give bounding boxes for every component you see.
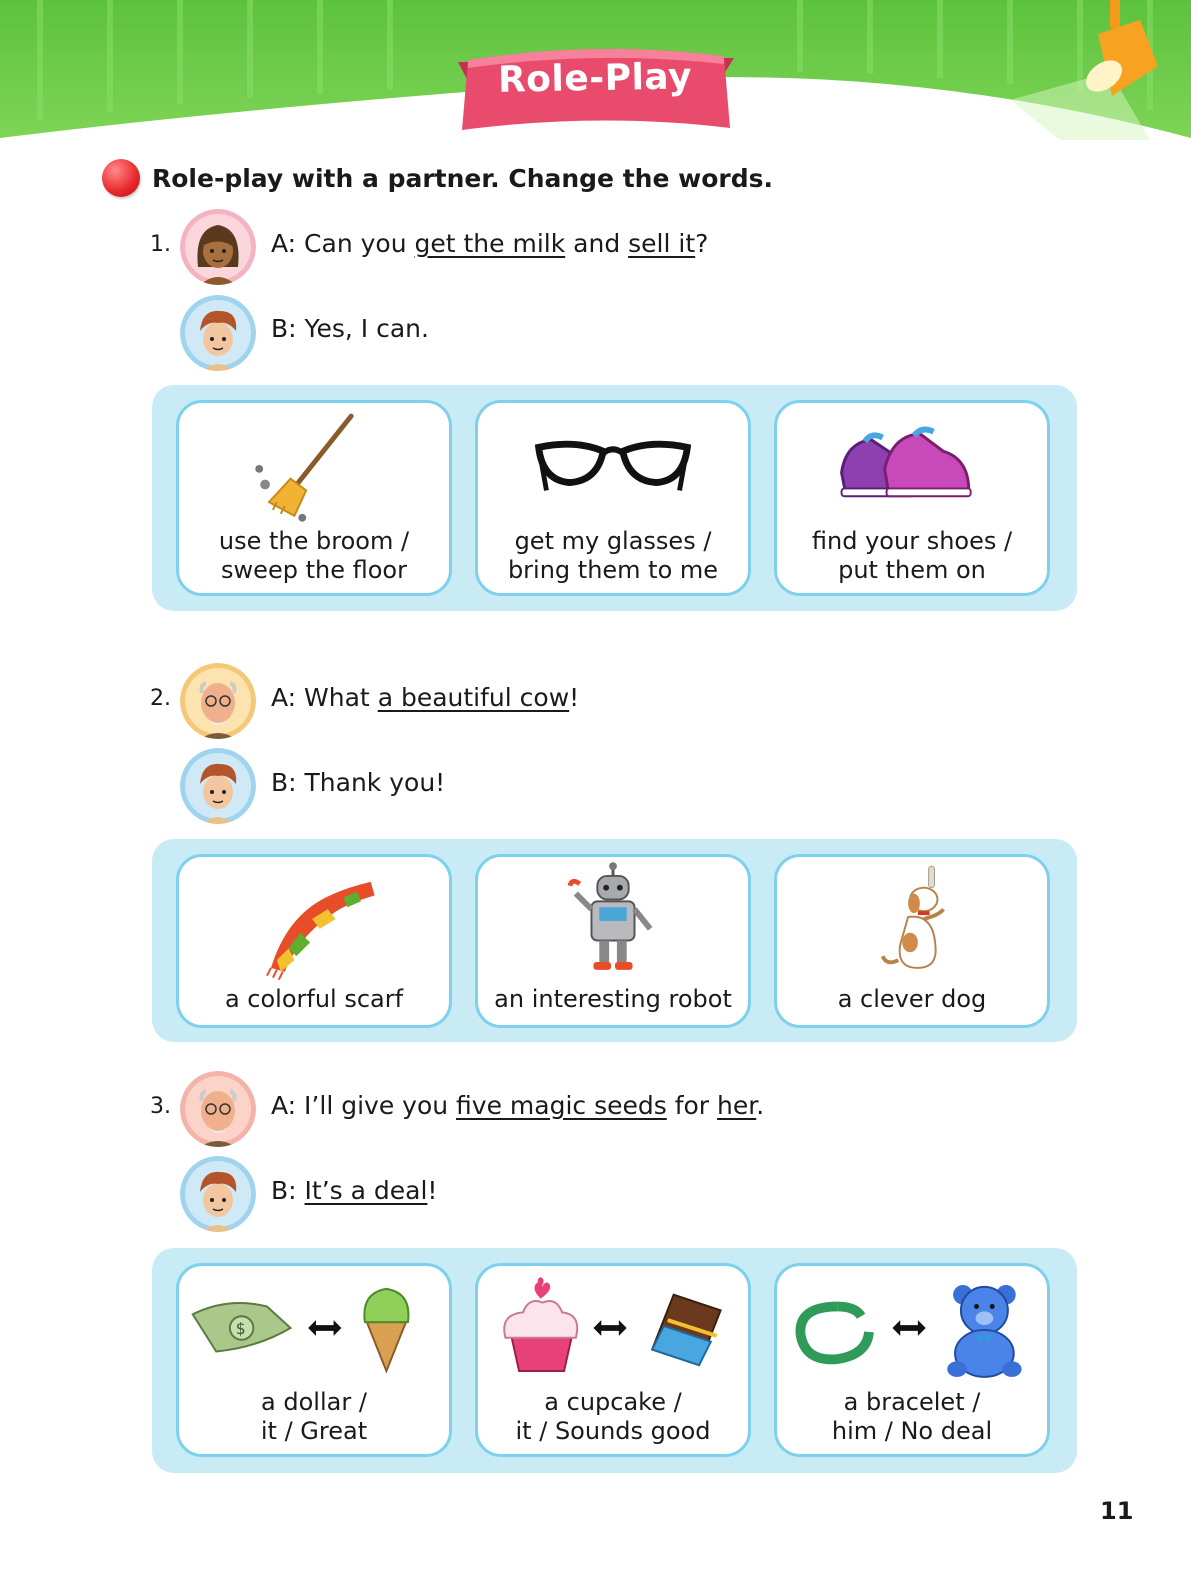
double-arrow-icon xyxy=(593,1320,626,1336)
item-number: 3. xyxy=(150,1094,171,1119)
option-card xyxy=(475,400,751,596)
option-text: find your shoes / put them on xyxy=(811,527,1013,584)
dialogue-a-line: A: Can you get the milk and sell it? xyxy=(271,229,709,258)
old-man-avatar-icon xyxy=(180,663,256,739)
item-number: 1. xyxy=(150,232,171,257)
instruction xyxy=(102,156,773,200)
ice-cream-icon xyxy=(364,1289,408,1371)
teddy-bear-icon xyxy=(947,1285,1021,1377)
glasses-icon xyxy=(478,403,748,523)
dialogue-b-line: B: It’s a deal! xyxy=(271,1176,438,1205)
option-text: an interesting robot xyxy=(494,985,732,1013)
double-arrow-icon xyxy=(308,1320,341,1336)
cupcake-icon xyxy=(504,1277,577,1371)
woman-avatar-icon xyxy=(180,209,256,285)
red-bullet-icon xyxy=(102,159,140,197)
option-text: a dollar / it / Great xyxy=(260,1388,368,1445)
dialogue-b-line: B: Thank you! xyxy=(271,768,446,797)
option-text: get my glasses / bring them to me xyxy=(507,527,719,584)
broom-icon xyxy=(179,403,449,523)
dog-icon xyxy=(777,857,1047,981)
robot-icon xyxy=(478,857,748,981)
shoes-icon xyxy=(777,403,1047,523)
dialogue-a-line: A: I’ll give you five magic seeds for her. xyxy=(271,1091,765,1120)
option-card xyxy=(176,854,452,1028)
option-card xyxy=(475,1263,751,1457)
option-text: use the broom / sweep the floor xyxy=(218,527,410,584)
dollar-bill-icon xyxy=(193,1303,291,1351)
page-title: Role-Play xyxy=(497,56,693,101)
instruction-text: Role-play with a partner. Change the words. xyxy=(152,163,773,193)
option-card xyxy=(176,400,452,596)
option-text: a clever dog xyxy=(837,985,987,1013)
scarf-icon xyxy=(179,857,449,981)
double-arrow-icon xyxy=(892,1320,925,1336)
options-panel-3 xyxy=(152,1248,1077,1473)
options-panel-1 xyxy=(152,385,1077,611)
bracelet-icon xyxy=(800,1306,869,1359)
option-text: a colorful scarf xyxy=(224,985,404,1013)
dialogue-b-line: B: Yes, I can. xyxy=(271,314,429,343)
option-card xyxy=(176,1263,452,1457)
item-number: 2. xyxy=(150,686,171,711)
dialogue-a-line: A: What a beautiful cow! xyxy=(271,683,580,712)
boy-avatar-icon xyxy=(180,295,256,371)
option-text: a bracelet / him / No deal xyxy=(831,1388,993,1445)
option-text: a cupcake / it / Sounds good xyxy=(515,1388,711,1445)
boy-avatar-icon xyxy=(180,1156,256,1232)
options-panel-2 xyxy=(152,839,1077,1042)
option-card xyxy=(475,854,751,1028)
boy-avatar-icon xyxy=(180,748,256,824)
option-card xyxy=(774,854,1050,1028)
page-number: 11 xyxy=(1100,1497,1134,1525)
chocolate-bar-icon xyxy=(652,1295,720,1365)
option-card xyxy=(774,1263,1050,1457)
old-man-avatar-icon xyxy=(180,1071,256,1147)
option-card xyxy=(774,400,1050,596)
svg-text:$: $ xyxy=(235,1318,246,1338)
